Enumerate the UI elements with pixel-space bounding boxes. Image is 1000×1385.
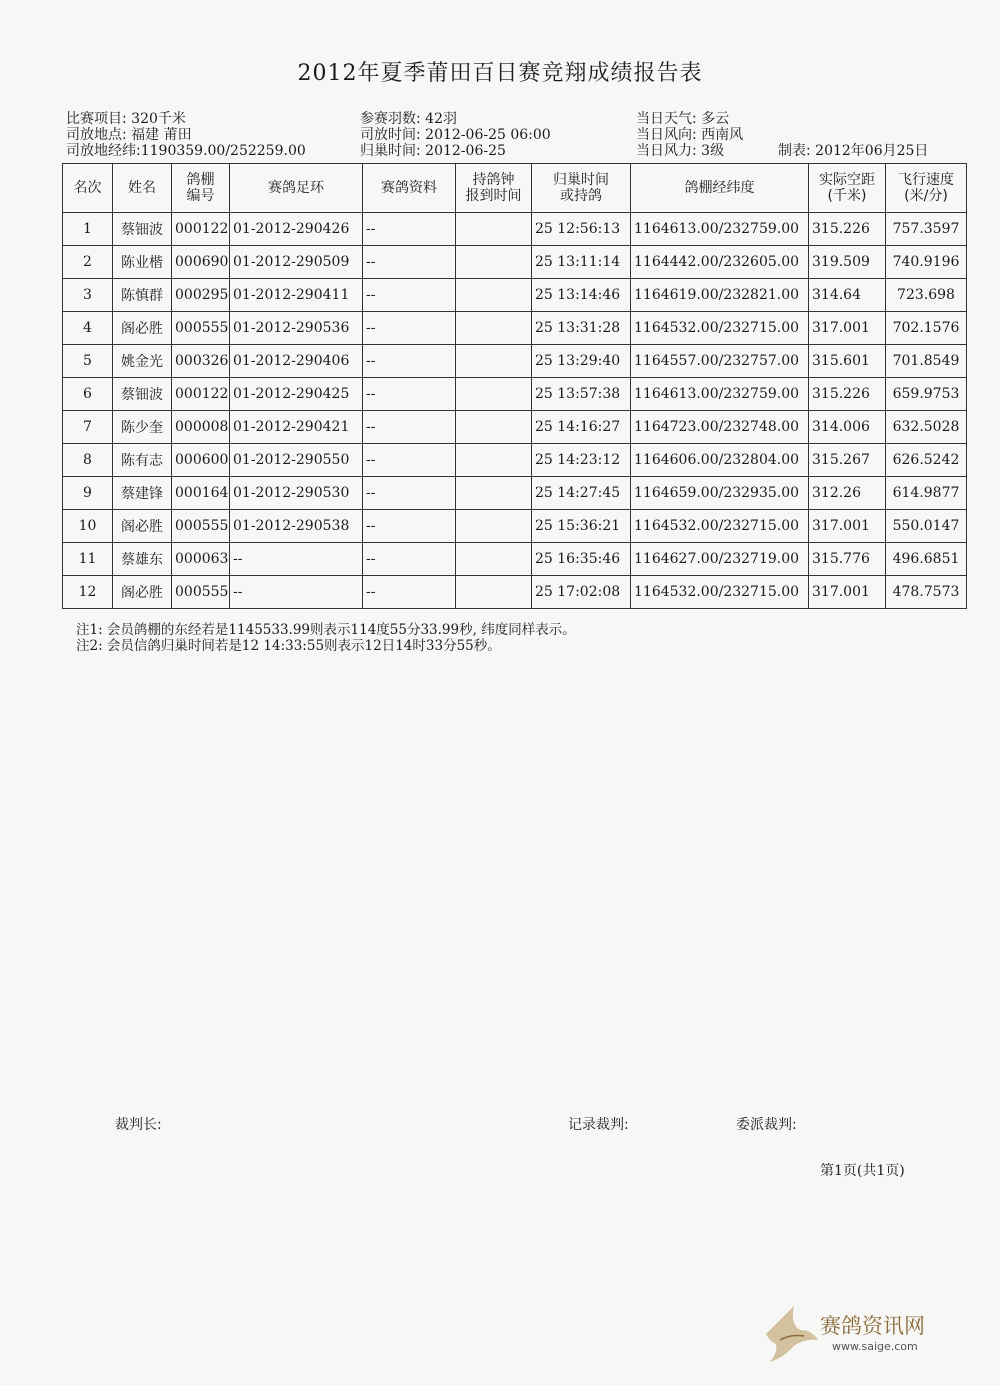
header-return-line2: 或持鸽 (560, 188, 602, 204)
table-cell-name: 陈业楷 (113, 246, 172, 279)
header-clock-line2: 报到时间 (465, 188, 522, 204)
watermark-url: www.saige.com (832, 1340, 918, 1353)
meta-release-coord-value: 1190359.00/252259.00 (140, 143, 306, 159)
table-cell-speed: 702.1576 (886, 312, 967, 345)
meta-birds (360, 111, 457, 128)
table-cell-ring: 01-2012-290530 (230, 477, 363, 510)
table-cell-clock (456, 444, 532, 477)
table-cell-ring: 01-2012-290538 (230, 510, 363, 543)
table-cell-ring: 01-2012-290550 (230, 444, 363, 477)
table-cell-loft: 000063 (172, 543, 230, 576)
table-cell-distance: 314.006 (809, 411, 886, 444)
table-cell-distance: 319.509 (809, 246, 886, 279)
table-cell-loft: 000164 (172, 477, 230, 510)
table-cell-rank: 3 (63, 279, 113, 312)
table-cell-rank: 9 (63, 477, 113, 510)
table-cell-name: 陈有志 (113, 444, 172, 477)
table-cell-name: 阁必胜 (113, 576, 172, 609)
table-row (63, 576, 967, 609)
table-row (63, 543, 967, 576)
table-row (63, 345, 967, 378)
header-speed (886, 164, 967, 213)
table-cell-distance: 314.64 (809, 279, 886, 312)
meta-wind-dir (636, 127, 743, 144)
table-cell-clock (456, 246, 532, 279)
notes (76, 622, 576, 654)
table-cell-info: -- (363, 246, 456, 279)
header-ring: 赛鸽足环 (230, 164, 363, 213)
meta-release-place (66, 127, 192, 144)
table-cell-ring: 01-2012-290411 (230, 279, 363, 312)
table-cell-info: -- (363, 378, 456, 411)
table-row (63, 378, 967, 411)
table-cell-return: 25 14:16:27 (532, 411, 631, 444)
header-return (532, 164, 631, 213)
table-cell-info: -- (363, 444, 456, 477)
table-cell-return: 25 13:11:14 (532, 246, 631, 279)
table-cell-distance: 317.001 (809, 576, 886, 609)
header-distance-line1: 实际空距 (819, 172, 875, 188)
table-cell-distance: 315.226 (809, 378, 886, 411)
table-cell-rank: 2 (63, 246, 113, 279)
table-cell-return: 25 15:36:21 (532, 510, 631, 543)
meta-release-coord-label: 司放地经纬: (66, 143, 141, 159)
table-cell-ring: 01-2012-290425 (230, 378, 363, 411)
table-cell-loft: 000122 (172, 213, 230, 246)
header-loft-line2: 编号 (186, 188, 215, 204)
table-cell-return: 25 13:29:40 (532, 345, 631, 378)
meta-made-date (778, 143, 928, 160)
table-cell-ring: 01-2012-290421 (230, 411, 363, 444)
header-clock (456, 164, 532, 213)
header-speed-line1: 飞行速度 (898, 172, 954, 188)
signature-chief: 裁判长: (115, 1117, 162, 1133)
table-cell-coord: 1164606.00/232804.00 (631, 444, 809, 477)
table-cell-coord: 1164442.00/232605.00 (631, 246, 809, 279)
meta-wind-dir-label: 当日风向: (636, 127, 697, 143)
table-cell-speed: 496.6851 (886, 543, 967, 576)
table-cell-info: -- (363, 279, 456, 312)
table-row (63, 411, 967, 444)
table-cell-coord: 1164532.00/232715.00 (631, 312, 809, 345)
watermark-name: 赛鸽资讯网 (820, 1314, 925, 1338)
table-cell-rank: 4 (63, 312, 113, 345)
header-loft-line1: 鸽棚 (186, 172, 215, 188)
meta-release-coord (66, 143, 306, 160)
table-cell-ring: -- (230, 576, 363, 609)
table-cell-clock (456, 312, 532, 345)
meta-release-time (360, 127, 551, 144)
table-cell-coord: 1164557.00/232757.00 (631, 345, 809, 378)
table-row (63, 279, 967, 312)
table-cell-loft: 000555 (172, 576, 230, 609)
table-row (63, 246, 967, 279)
table-cell-ring: 01-2012-290536 (230, 312, 363, 345)
table-cell-return: 25 13:31:28 (532, 312, 631, 345)
table-row (63, 213, 967, 246)
table-cell-clock (456, 543, 532, 576)
table-cell-rank: 8 (63, 444, 113, 477)
table-cell-info: -- (363, 312, 456, 345)
meta-made-value: 2012年06月25日 (815, 143, 929, 159)
table-cell-distance: 315.601 (809, 345, 886, 378)
header-speed-line2: (米/分) (904, 188, 948, 204)
table-cell-clock (456, 510, 532, 543)
table-cell-loft: 000295 (172, 279, 230, 312)
meta-return-time-value: 2012-06-25 (425, 143, 506, 159)
table-cell-info: -- (363, 477, 456, 510)
header-loft (172, 164, 230, 213)
table-cell-clock (456, 477, 532, 510)
table-cell-distance: 315.267 (809, 444, 886, 477)
table-row (63, 312, 967, 345)
meta-event-label: 比赛项目: (66, 111, 127, 127)
table-cell-speed: 701.8549 (886, 345, 967, 378)
header-return-line1: 归巢时间 (553, 172, 609, 188)
signature-assigned: 委派裁判: (736, 1117, 797, 1133)
header-rank: 名次 (63, 164, 113, 213)
table-cell-rank: 10 (63, 510, 113, 543)
table-cell-rank: 12 (63, 576, 113, 609)
table-cell-clock (456, 576, 532, 609)
table-cell-rank: 6 (63, 378, 113, 411)
table-cell-return: 25 17:02:08 (532, 576, 631, 609)
table-cell-coord: 1164627.00/232719.00 (631, 543, 809, 576)
pigeon-logo-icon (760, 1300, 820, 1364)
table-cell-loft: 000555 (172, 510, 230, 543)
table-cell-speed: 632.5028 (886, 411, 967, 444)
table-cell-rank: 5 (63, 345, 113, 378)
note-1: 注1: 会员鸽棚的东经若是1145533.99则表示114度55分33.99秒, 纬度同样表示。 (76, 622, 576, 638)
table-cell-name: 阁必胜 (113, 312, 172, 345)
table-cell-name: 陈少奎 (113, 411, 172, 444)
table-cell-name: 姚金光 (113, 345, 172, 378)
meta-wind-force (636, 143, 724, 160)
table-cell-speed: 550.0147 (886, 510, 967, 543)
header-name: 姓名 (113, 164, 172, 213)
table-row (63, 477, 967, 510)
table-cell-distance: 315.226 (809, 213, 886, 246)
meta-release-place-label: 司放地点: (66, 127, 127, 143)
meta-release-time-value: 2012-06-25 06:00 (425, 127, 551, 143)
table-cell-clock (456, 411, 532, 444)
results-table (62, 163, 967, 609)
table-cell-name: 蔡钿波 (113, 213, 172, 246)
meta-weather (636, 111, 729, 128)
table-cell-name: 蔡建锋 (113, 477, 172, 510)
table-row (63, 444, 967, 477)
table-cell-info: -- (363, 411, 456, 444)
meta-release-place-value: 福建 莆田 (131, 127, 192, 143)
table-cell-return: 25 13:57:38 (532, 378, 631, 411)
table-cell-speed: 478.7573 (886, 576, 967, 609)
meta-wind-force-value: 3级 (701, 143, 725, 159)
table-cell-distance: 312.26 (809, 477, 886, 510)
meta-return-time-label: 归巢时间: (360, 143, 421, 159)
table-cell-loft: 000122 (172, 378, 230, 411)
table-cell-rank: 7 (63, 411, 113, 444)
report-title: 2012年夏季莆田百日赛竞翔成绩报告表 (297, 61, 703, 86)
table-cell-clock (456, 279, 532, 312)
table-cell-speed: 740.9196 (886, 246, 967, 279)
header-coord: 鸽棚经纬度 (631, 164, 809, 213)
table-cell-distance: 317.001 (809, 312, 886, 345)
table-cell-return: 25 14:23:12 (532, 444, 631, 477)
table-cell-rank: 1 (63, 213, 113, 246)
note-2: 注2: 会员信鸽归巢时间若是12 14:33:55则表示12日14时33分55秒。 (76, 638, 501, 654)
table-row (63, 510, 967, 543)
table-cell-name: 陈慎群 (113, 279, 172, 312)
table-cell-name: 蔡雄东 (113, 543, 172, 576)
table-cell-loft: 000326 (172, 345, 230, 378)
table-cell-loft: 000008 (172, 411, 230, 444)
watermark-logo (760, 1300, 960, 1370)
table-cell-ring: 01-2012-290509 (230, 246, 363, 279)
table-cell-name: 蔡钿波 (113, 378, 172, 411)
signature-recorder: 记录裁判: (568, 1117, 629, 1133)
table-cell-return: 25 13:14:46 (532, 279, 631, 312)
header-clock-line1: 持鸽钟 (472, 172, 515, 188)
meta-wind-force-label: 当日风力: (636, 143, 697, 159)
header-distance (809, 164, 886, 213)
table-cell-speed: 757.3597 (886, 213, 967, 246)
table-cell-ring: -- (230, 543, 363, 576)
table-cell-info: -- (363, 576, 456, 609)
table-cell-speed: 626.5242 (886, 444, 967, 477)
table-cell-clock (456, 345, 532, 378)
table-cell-rank: 11 (63, 543, 113, 576)
table-cell-info: -- (363, 510, 456, 543)
header-info: 赛鸽资料 (363, 164, 456, 213)
table-cell-loft: 000600 (172, 444, 230, 477)
meta-event-value: 320千米 (131, 111, 186, 127)
table-cell-info: -- (363, 213, 456, 246)
table-cell-clock (456, 213, 532, 246)
meta-weather-value: 多云 (701, 111, 730, 127)
table-cell-speed: 723.698 (886, 279, 967, 312)
table-cell-loft: 000690 (172, 246, 230, 279)
table-header-row (63, 164, 967, 213)
table-cell-return: 25 14:27:45 (532, 477, 631, 510)
table-cell-speed: 614.9877 (886, 477, 967, 510)
meta-made-label: 制表: (778, 143, 811, 159)
table-cell-speed: 659.9753 (886, 378, 967, 411)
table-cell-name: 阁必胜 (113, 510, 172, 543)
table-cell-coord: 1164532.00/232715.00 (631, 510, 809, 543)
table-cell-coord: 1164613.00/232759.00 (631, 213, 809, 246)
table-cell-info: -- (363, 345, 456, 378)
meta-wind-dir-value: 西南风 (701, 127, 744, 143)
table-cell-coord: 1164619.00/232821.00 (631, 279, 809, 312)
meta-return-time (360, 143, 506, 160)
header-distance-line2: (千米) (827, 188, 867, 204)
meta-event (66, 111, 186, 128)
table-cell-coord: 1164613.00/232759.00 (631, 378, 809, 411)
table-cell-coord: 1164532.00/232715.00 (631, 576, 809, 609)
table-cell-info: -- (363, 543, 456, 576)
meta-birds-value: 42羽 (425, 111, 457, 127)
table-cell-ring: 01-2012-290406 (230, 345, 363, 378)
meta-birds-label: 参赛羽数: (360, 111, 421, 127)
table-cell-ring: 01-2012-290426 (230, 213, 363, 246)
table-cell-distance: 317.001 (809, 510, 886, 543)
table-cell-return: 25 16:35:46 (532, 543, 631, 576)
table-cell-return: 25 12:56:13 (532, 213, 631, 246)
table-cell-coord: 1164723.00/232748.00 (631, 411, 809, 444)
table-cell-distance: 315.776 (809, 543, 886, 576)
table-cell-coord: 1164659.00/232935.00 (631, 477, 809, 510)
table-cell-clock (456, 378, 532, 411)
table-cell-loft: 000555 (172, 312, 230, 345)
meta-weather-label: 当日天气: (636, 111, 697, 127)
page-number: 第1页(共1页) (820, 1163, 905, 1179)
meta-release-time-label: 司放时间: (360, 127, 421, 143)
